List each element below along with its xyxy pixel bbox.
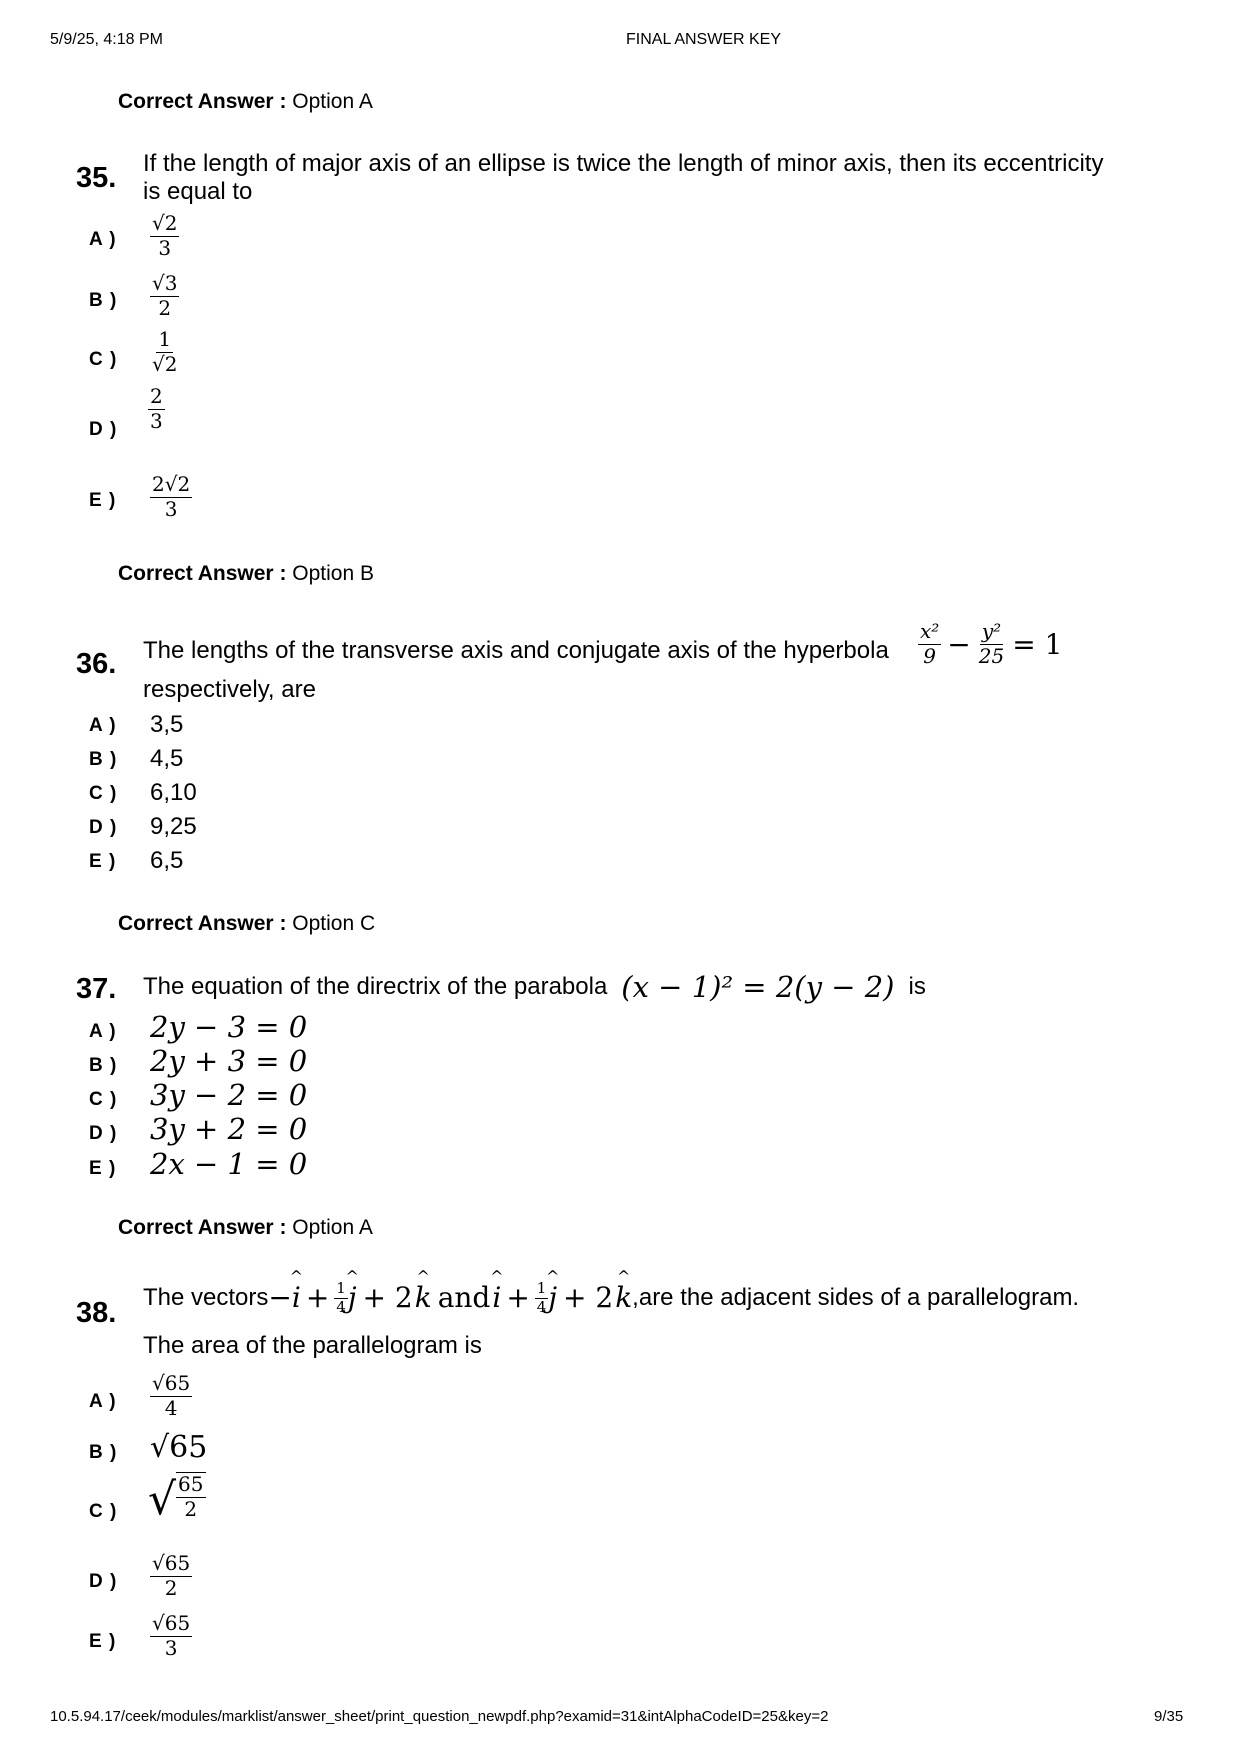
q35-option-e[interactable] bbox=[150, 473, 192, 521]
radical-sign-icon: √ bbox=[148, 1474, 177, 1525]
correct-answer-label: Correct Answer : bbox=[118, 90, 287, 113]
q35-option-d[interactable] bbox=[148, 385, 165, 433]
correct-answer-value: Option B bbox=[292, 562, 374, 585]
q36-option-e[interactable]: 6,5 bbox=[150, 847, 184, 874]
hyperbola-minus: − bbox=[947, 627, 971, 661]
option-label-e: E ) bbox=[89, 490, 117, 511]
question-36-line-2: respectively, are bbox=[143, 676, 316, 703]
fraction-numerator: 1 bbox=[336, 1279, 346, 1297]
plus-sign: + bbox=[506, 1281, 530, 1314]
correct-answer-value: Option A bbox=[292, 90, 373, 113]
correct-answer-prev bbox=[118, 90, 373, 114]
q38-option-a[interactable] bbox=[150, 1372, 192, 1420]
q37-option-d[interactable]: 3y + 2 = 0 bbox=[150, 1112, 308, 1146]
correct-answer-36 bbox=[118, 912, 375, 936]
fraction-denominator: 4 bbox=[536, 1297, 547, 1316]
hyperbola-equation bbox=[918, 620, 1062, 668]
question-38-prefix: The vectors bbox=[143, 1283, 269, 1311]
question-35-line-2: is equal to bbox=[143, 178, 253, 205]
unit-vector-i: ^ i bbox=[492, 1281, 501, 1314]
option-label-a: A ) bbox=[89, 229, 117, 250]
option-label-a: A ) bbox=[89, 715, 117, 736]
question-text-35 bbox=[143, 150, 1103, 206]
q35-d-denominator: 3 bbox=[150, 409, 163, 433]
q36-option-a[interactable]: 3,5 bbox=[150, 711, 184, 738]
q35-b-denominator: 2 bbox=[158, 296, 172, 320]
hyperbola-x-term: x² bbox=[920, 619, 940, 643]
option-label-e: E ) bbox=[89, 851, 117, 872]
correct-answer-value: Option C bbox=[292, 912, 376, 935]
hyperbola-y-denominator: 25 bbox=[978, 644, 1005, 668]
q35-e-numerator: 2√2 bbox=[152, 472, 191, 496]
fraction-denominator: 4 bbox=[336, 1297, 346, 1316]
plus-two: + 2 bbox=[563, 1281, 614, 1314]
page-header-title: FINAL ANSWER KEY bbox=[626, 31, 781, 48]
unit-vector-k: ^ k bbox=[615, 1281, 632, 1314]
q38-option-c[interactable] bbox=[148, 1472, 206, 1528]
parabola-equation: (x − 1)² = 2(y − 2) bbox=[621, 970, 895, 1004]
q38-option-b[interactable]: √65 bbox=[150, 1430, 208, 1465]
question-number-38: 38. bbox=[76, 1297, 117, 1329]
q38-a-numerator: √65 bbox=[152, 1371, 191, 1395]
q38-option-e[interactable] bbox=[150, 1612, 192, 1660]
option-label-d: D ) bbox=[89, 419, 118, 440]
option-label-d: D ) bbox=[89, 1571, 118, 1592]
q37-option-c[interactable]: 3y − 2 = 0 bbox=[150, 1078, 308, 1112]
unit-vector-k: ^ k bbox=[415, 1281, 432, 1314]
q38-e-denominator: 3 bbox=[164, 1636, 178, 1660]
hyperbola-y-term: y² bbox=[981, 619, 1002, 643]
q37-option-b[interactable]: 2y + 3 = 0 bbox=[150, 1044, 308, 1078]
q36-option-b[interactable]: 4,5 bbox=[150, 745, 184, 772]
q38-a-denominator: 4 bbox=[164, 1396, 178, 1420]
correct-answer-label: Correct Answer : bbox=[118, 912, 287, 935]
option-label-a: A ) bbox=[89, 1021, 117, 1042]
option-label-e: E ) bbox=[89, 1158, 117, 1179]
option-label-c: C ) bbox=[89, 1089, 118, 1110]
option-label-d: D ) bbox=[89, 1123, 118, 1144]
question-37-text-before: The equation of the directrix of the parabola bbox=[143, 973, 608, 1000]
question-37-text-after: is bbox=[908, 973, 926, 1000]
q35-b-numerator: √3 bbox=[152, 271, 178, 295]
q38-c-denominator: 2 bbox=[184, 1497, 198, 1521]
conjunction-and: and bbox=[437, 1281, 491, 1314]
q38-option-d[interactable] bbox=[150, 1552, 192, 1600]
q38-d-numerator: √65 bbox=[152, 1551, 191, 1575]
question-36-line-1: The lengths of the transverse axis and conjugate axis of the hyperbola bbox=[143, 637, 889, 664]
fraction-numerator: 1 bbox=[536, 1279, 547, 1297]
correct-answer-label: Correct Answer : bbox=[118, 1216, 287, 1239]
q36-option-c[interactable]: 6,10 bbox=[150, 779, 197, 806]
correct-answer-label: Correct Answer : bbox=[118, 562, 287, 585]
page-number: 9/35 bbox=[1154, 1708, 1184, 1725]
plus-two: + 2 bbox=[362, 1281, 413, 1314]
q37-option-a[interactable]: 2y − 3 = 0 bbox=[150, 1010, 308, 1044]
correct-answer-35 bbox=[118, 562, 374, 586]
question-38-suffix: ,are the adjacent sides of a parallelogram. bbox=[632, 1283, 1080, 1311]
option-label-c: C ) bbox=[89, 349, 118, 370]
q38-d-denominator: 2 bbox=[164, 1576, 178, 1600]
unit-vector-j: ^ j bbox=[348, 1281, 357, 1314]
q35-option-b[interactable] bbox=[150, 272, 179, 320]
option-label-b: B ) bbox=[89, 749, 118, 770]
print-datetime: 5/9/25, 4:18 PM bbox=[50, 31, 163, 48]
q38-c-numerator: 65 bbox=[178, 1472, 204, 1496]
option-label-d: D ) bbox=[89, 817, 118, 838]
question-number-36: 36. bbox=[76, 648, 117, 680]
q35-a-numerator: √2 bbox=[152, 211, 178, 235]
correct-answer-value: Option A bbox=[292, 1216, 373, 1239]
q37-option-e[interactable]: 2x − 1 = 0 bbox=[150, 1147, 308, 1181]
option-label-b: B ) bbox=[89, 1442, 118, 1463]
option-label-b: B ) bbox=[89, 290, 118, 311]
option-label-e: E ) bbox=[89, 1631, 117, 1652]
question-35-line-1: If the length of major axis of an ellipse is twice the length of minor axis, then its eccentricity bbox=[143, 150, 1104, 177]
option-label-a: A ) bbox=[89, 1391, 117, 1412]
question-number-37: 37. bbox=[76, 973, 117, 1005]
unit-vector-j: ^ j bbox=[548, 1281, 557, 1314]
option-label-c: C ) bbox=[89, 1501, 118, 1522]
hyperbola-x-denominator: 9 bbox=[923, 644, 937, 668]
page-url: 10.5.94.17/ceek/modules/marklist/answer_sheet/print_question_newpdf.php?examid=31&intAlphaCodeID=25&key=2 bbox=[50, 1708, 829, 1725]
q35-option-c[interactable] bbox=[150, 328, 179, 376]
q35-a-denominator: 3 bbox=[158, 236, 172, 260]
q35-e-denominator: 3 bbox=[164, 497, 178, 521]
question-number-35: 35. bbox=[76, 162, 117, 194]
question-38-line-2: The area of the parallelogram is bbox=[143, 1332, 482, 1359]
q38-e-numerator: √65 bbox=[152, 1611, 191, 1635]
q35-c-denominator: √2 bbox=[152, 352, 178, 376]
q35-c-numerator: 1 bbox=[158, 327, 172, 351]
question-text-37 bbox=[143, 970, 926, 1004]
vector1-sign: − bbox=[268, 1281, 292, 1314]
unit-vector-i: ^ i bbox=[292, 1281, 301, 1314]
q35-d-numerator: 2 bbox=[150, 384, 163, 408]
q35-option-a[interactable] bbox=[150, 212, 179, 260]
hyperbola-rhs: = 1 bbox=[1012, 627, 1063, 661]
option-label-c: C ) bbox=[89, 783, 118, 804]
q36-option-d[interactable]: 9,25 bbox=[150, 813, 197, 840]
option-label-b: B ) bbox=[89, 1055, 118, 1076]
question-text-38 bbox=[143, 1280, 1079, 1315]
correct-answer-37 bbox=[118, 1216, 373, 1240]
plus-sign: + bbox=[305, 1281, 330, 1314]
